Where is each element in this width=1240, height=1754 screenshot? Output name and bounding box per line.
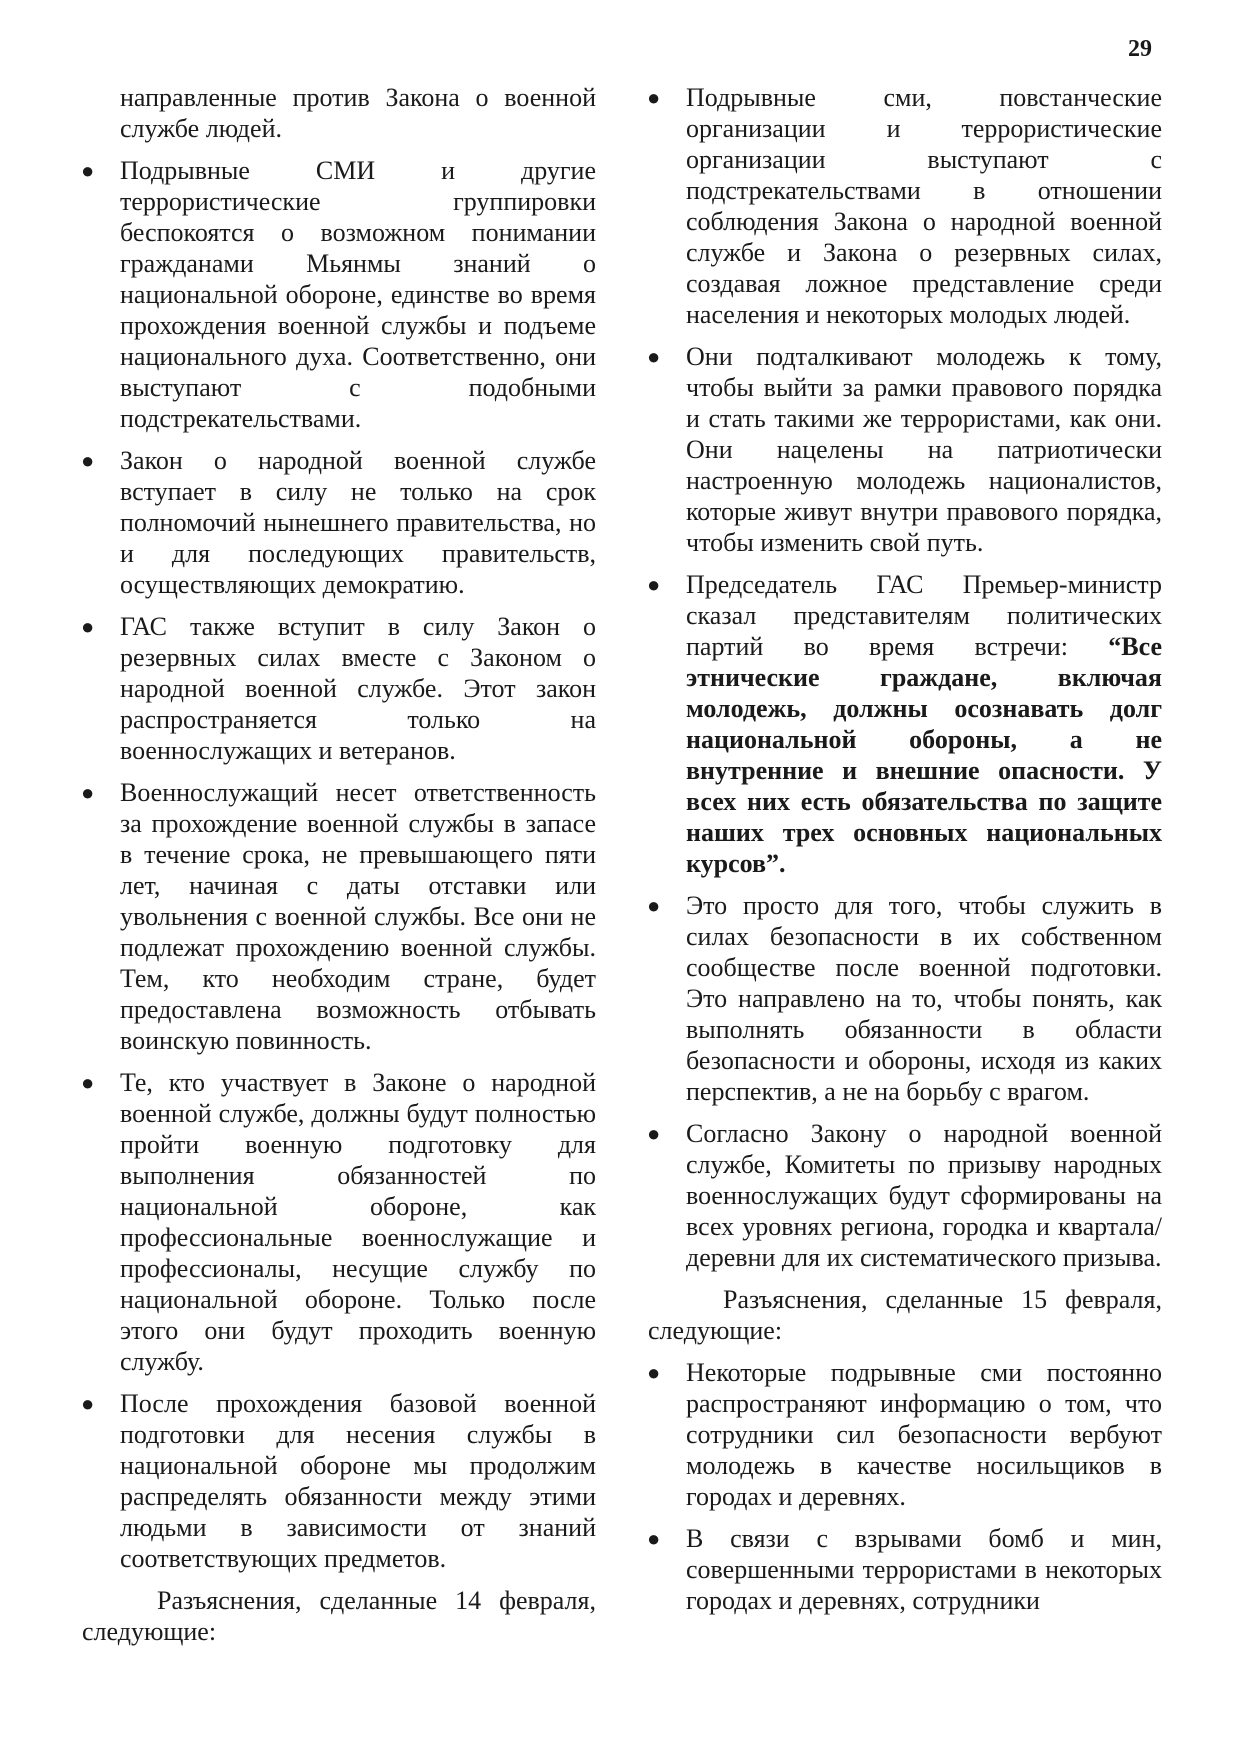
right-column	[647, 82, 1162, 1627]
list-item	[647, 1523, 1162, 1616]
bullet-icon: ●	[647, 1121, 661, 1146]
list-item	[647, 890, 1162, 1107]
list-item-text: Закон о народной военной службе вступает в силу не только на срок полномочий нынешнего правительства, но и для последующих правительств, осуществляющих демократию.	[120, 446, 596, 599]
bullet-icon: ●	[81, 448, 95, 473]
bold-quote: “Все этнические граждане, включая молодежь, должны осознавать долг национальной обороны, а не внутренние и внешние опасности. У всех них есть обязательства по защите наших трех основных национальных курсов”.	[686, 632, 1162, 878]
list-item-text: Согласно Закону о народной военной службе, Комитеты по призыву народных военнослужащих будут сформированы на всех уровнях региона, городка и квартала/деревни для их систематического призыва.	[686, 1119, 1162, 1272]
bullet-icon: ●	[647, 893, 661, 918]
page-number: 29	[1128, 36, 1152, 62]
list-item	[647, 1118, 1162, 1273]
closing-paragraph: Разъяснения, сделанные 14 февраля, следующие:	[82, 1586, 596, 1646]
bullet-icon: ●	[81, 614, 95, 639]
bullet-icon: ●	[647, 1526, 661, 1551]
section-paragraph: Разъяснения, сделанные 15 февраля, следующие:	[648, 1285, 1162, 1345]
list-item	[647, 82, 1162, 330]
quote-intro: Председатель ГАС Премьер-министр сказал представителям политических партий во время встречи:	[686, 570, 1162, 661]
list-item	[81, 155, 596, 434]
bullet-icon: ●	[81, 780, 95, 805]
list-item	[81, 1067, 596, 1377]
list-item-text: ГАС также вступит в силу Закон о резервных силах вместе с Законом о народной военной службе. Этот закон распространяется только на военнослужащих и ветеранов.	[120, 612, 596, 765]
list-item-text: В связи с взрывами бомб и мин, совершенными террористами в некоторых городах и деревнях, сотрудники	[686, 1524, 1162, 1615]
chairman-quote-item	[647, 569, 1162, 879]
bullet-icon: ●	[647, 344, 661, 369]
list-item	[647, 1357, 1162, 1512]
list-item	[81, 1388, 596, 1574]
list-item-text: Некоторые подрывные сми постоянно распространяют информацию о том, что сотрудники сил безопасности вербуют молодежь в качестве носильщиков в городах и деревнях.	[686, 1358, 1162, 1511]
list-item	[81, 777, 596, 1056]
bullet-icon: ●	[81, 1391, 95, 1416]
bullet-icon: ●	[647, 1360, 661, 1385]
list-item-text	[686, 569, 1162, 879]
list-item-text: После прохождения базовой военной подготовки для несения службы в национальной обороне мы продолжим распределять обязанности между этими людьми в зависимости от знаний соответствующих предметов.	[120, 1389, 596, 1573]
bullet-icon: ●	[647, 572, 661, 597]
list-item	[647, 341, 1162, 558]
list-item-text: Это просто для того, чтобы служить в силах безопасности в их собственном сообществе после военной подготовки. Это направлено на то, чтобы понять, как выполнять обязанности в области безопасности и обороны, исходя из каких перспектив, а не на борьбу с врагом.	[686, 891, 1162, 1106]
list-item-text: Они подталкивают молодежь к тому, чтобы выйти за рамки правового порядка и стать такими же террористами, как они. Они нацелены на патриотически настроенную молодежь националистов, которые живут внутри правового порядка, чтобы изменить свой путь.	[686, 342, 1162, 557]
bullet-icon: ●	[81, 158, 95, 183]
list-item-text: Военнослужащий несет ответственность за прохождение военной службы в запасе в течение срока, не превышающего пяти лет, начиная с даты отставки или увольнения с военной службы. Все они не подлежат прохождению военной службы. Тем, кто необходим стране, будет предоставлена возможность отбывать воинскую повинность.	[120, 778, 596, 1055]
list-item-text: Подрывные СМИ и другие террористические группировки беспокоятся о возможном понимании гражданами Мьянмы знаний о национальной обороне, единстве во время прохождения военной службы и подъеме национального духа. Соответственно, они выступают с подобными подстрекательствами.	[120, 156, 596, 433]
bullet-icon: ●	[81, 1070, 95, 1095]
list-item	[81, 611, 596, 766]
list-item	[81, 445, 596, 600]
bullet-icon: ●	[647, 85, 661, 110]
list-item-text: Те, кто участвует в Законе о народной военной службе, должны будут полностью пройти военную подготовку для выполнения обязанностей по национальной обороне, как профессиональные военнослужащие и профессионалы, несущие службу по национальной обороне. Только после этого они будут проходить военную службу.	[120, 1068, 596, 1376]
left-column	[81, 82, 596, 1658]
continuation-text: направленные против Закона о военной службе людей.	[120, 83, 596, 143]
list-item-text: Подрывные сми, повстанческие организации и террористические организации выступают с подстрекательствами в отношении соблюдения Закона о народной военной службе и Закона о резервных силах, создавая ложное представление среди населения и некоторых молодых людей.	[686, 83, 1162, 329]
